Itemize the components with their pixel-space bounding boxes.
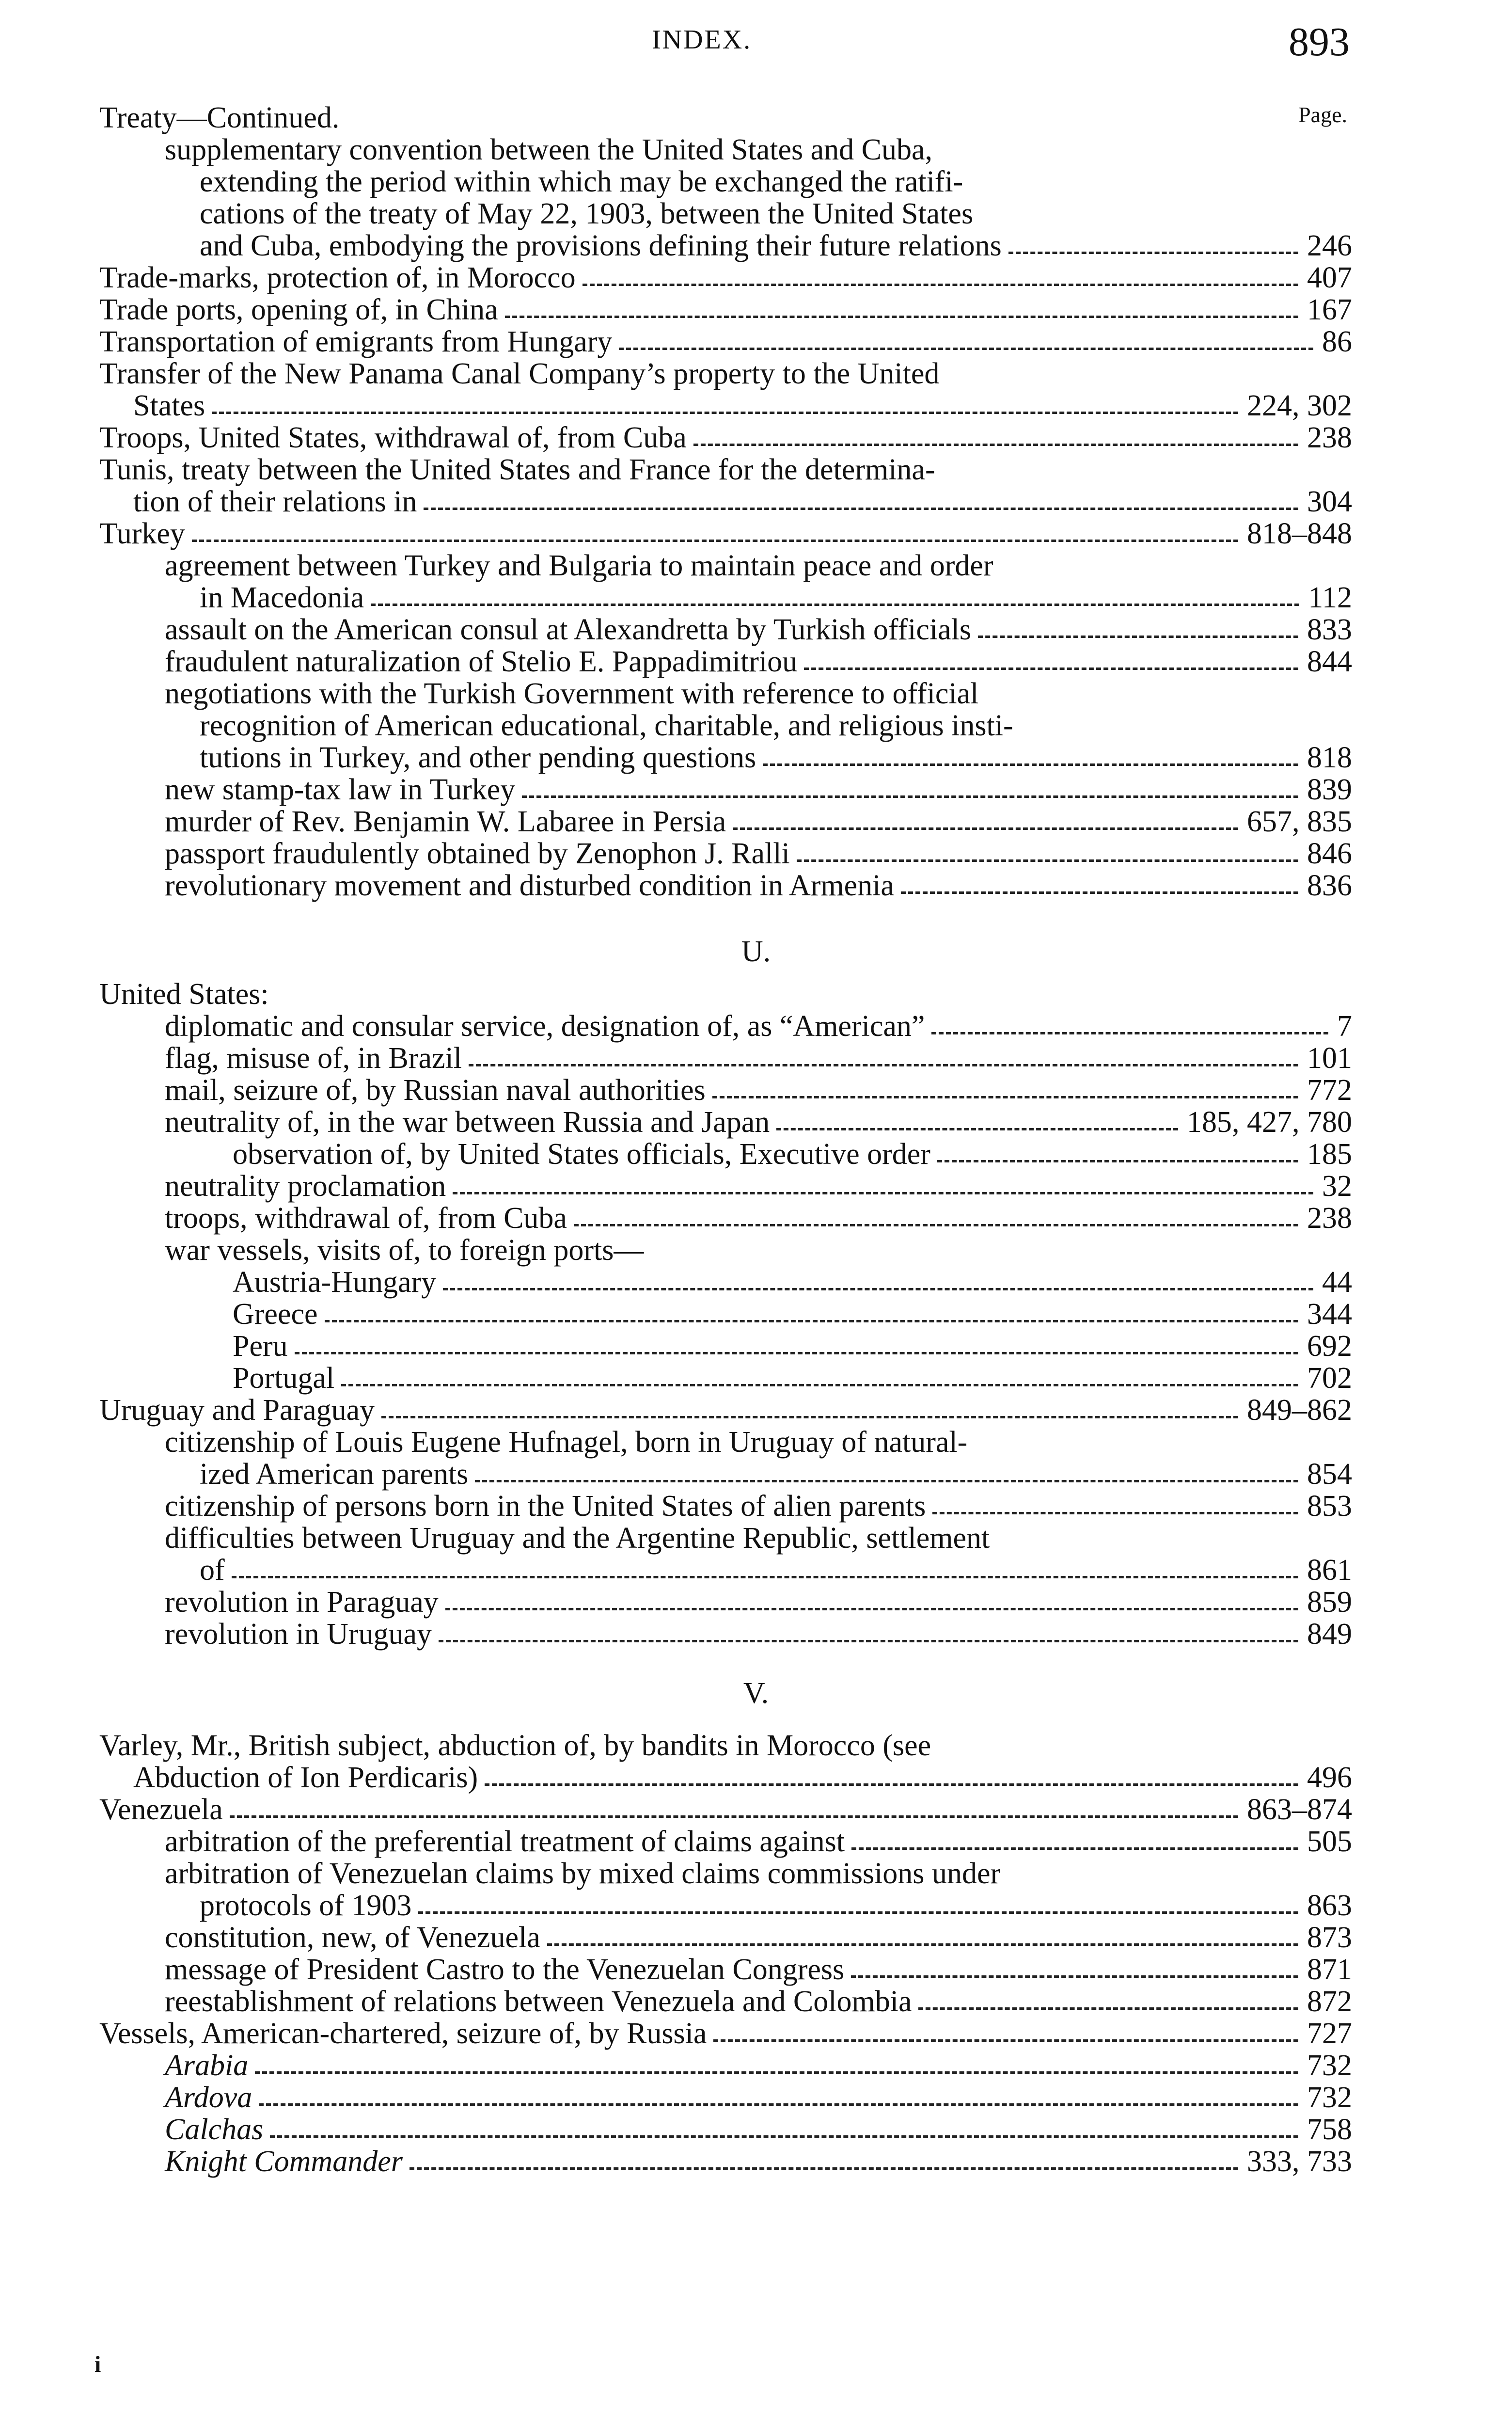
dot-leader <box>932 1512 1298 1514</box>
dot-leader <box>804 668 1298 670</box>
page-ref: 818–848 <box>1247 517 1352 550</box>
page-ref: 818 <box>1307 741 1352 774</box>
page-ref: 732 <box>1307 2049 1352 2082</box>
dot-leader <box>901 891 1298 894</box>
page-ref: 304 <box>1307 485 1352 518</box>
dot-leader <box>978 636 1298 638</box>
dot-leader <box>733 827 1238 830</box>
dot-leader <box>937 1160 1298 1162</box>
page-ref: 112 <box>1308 581 1352 614</box>
page-ref: 871 <box>1307 1953 1352 1986</box>
page-ref: 732 <box>1307 2081 1352 2114</box>
page-ref: 333, 733 <box>1247 2145 1352 2178</box>
page-ref: 873 <box>1307 1921 1352 1954</box>
dot-leader <box>693 444 1298 446</box>
dot-leader <box>325 1320 1298 1322</box>
page-ref: 101 <box>1307 1042 1352 1075</box>
dot-leader <box>485 1783 1298 1786</box>
dot-leader <box>418 1911 1298 1914</box>
page-ref: 496 <box>1307 1761 1352 1794</box>
dot-leader <box>192 540 1238 542</box>
page-ref: 853 <box>1307 1490 1352 1523</box>
page-ref: 844 <box>1307 645 1352 678</box>
page-ref: 224, 302 <box>1247 389 1352 422</box>
dot-leader <box>1008 252 1298 254</box>
page-ref: 727 <box>1307 2017 1352 2050</box>
page-ref: 7 <box>1337 1010 1352 1043</box>
entry-united-states: United States: diplomatic and consular service, designation of, as “American” 7 flag, misuse of, in Brazil 101 mail, seizure of, by Russian naval authorities 772 neutrality of, in the war between Russia and Japan 185, 427, 780 observation of, by United States officials, Executive order 185 neutrality proclamation 32 troops, withdrawal of, from Cuba 238 war vessels, visits of, to foreign ports— Austria-Hungary 44 Greece 344 Peru 692 Portugal 702 Uruguay and Paraguay 849–862 citizenship of Louis Eugene Hufnagel, born in Uruguay of natural- ized American parents 854 citizenship of persons born in the United States of alien parents 853 difficulties between Uruguay and the Argentine Republic, settlement of 861 revolution in Paraguay 859 revolution in Uruguay 849 <box>99 978 1352 1651</box>
dot-leader <box>255 2071 1298 2074</box>
entry-treaty-continued: Treaty—Continued. <box>99 101 340 134</box>
page-ref: 692 <box>1307 1330 1352 1363</box>
dot-leader <box>469 1064 1298 1066</box>
page-ref: 702 <box>1307 1362 1352 1395</box>
dot-leader <box>522 795 1298 798</box>
dot-leader <box>212 412 1238 414</box>
page-ref: 44 <box>1322 1266 1352 1299</box>
dot-leader <box>619 348 1313 350</box>
page-ref: 185 <box>1307 1138 1352 1171</box>
page-ref: 863 <box>1307 1889 1352 1922</box>
page-ref: 167 <box>1307 293 1352 326</box>
page-ref: 863–874 <box>1247 1793 1352 1826</box>
page-ref: 344 <box>1307 1298 1352 1331</box>
dot-leader <box>230 1815 1238 1818</box>
page-ref: 849 <box>1307 1618 1352 1651</box>
dot-leader <box>371 604 1299 606</box>
dot-leader <box>712 1096 1298 1098</box>
page-ref: 758 <box>1307 2113 1352 2146</box>
dot-leader <box>776 1128 1178 1130</box>
page-ref: 772 <box>1307 1074 1352 1107</box>
dot-leader <box>851 1975 1298 1978</box>
entry-trade-marks: Trade-marks, protection of, in Morocco 407 Trade ports, opening of, in China 167 Transportation of emigrants from Hungary 86 Transfer of the New Panama Canal Company’s property to the United States 224, 302 Troops, United States, withdrawal of, from Cuba 238 Tunis, treaty between the United States and France for the determina- tion of their relations in 304 Turkey 818–848 agreement between Turkey and Bulgaria to maintain peace and order in Macedonia 112 assault on the American consul at Alexandretta by Turkish officials 833 fraudulent naturalization of Stelio E. Pappadimitriou 844 negotiations with the Turkish Government with reference to official recognition of American educational, charitable, and religious insti- tutions in Turkey, and other pending questions 818 new stamp-tax law in Turkey 839 murder of Rev. Benjamin W. Labaree in Persia 657, 835 passport fraudulently obtained by Zenophon J. Ralli 846 revolutionary movement and disturbed condition in Armenia 836 <box>99 261 1352 902</box>
page-number: 893 <box>1289 19 1350 64</box>
page-ref: 839 <box>1307 773 1352 806</box>
dot-leader <box>453 1192 1313 1194</box>
page-ref: 833 <box>1307 613 1352 646</box>
section-letter-u: U. <box>741 935 771 968</box>
dot-leader <box>547 1943 1298 1946</box>
page-ref: 246 <box>1307 229 1352 262</box>
dot-leader <box>270 2135 1298 2138</box>
page-ref: 849–862 <box>1247 1394 1352 1427</box>
dot-leader <box>410 2167 1238 2170</box>
dot-leader <box>295 1352 1298 1354</box>
footer-mark: i <box>94 2352 101 2377</box>
dot-leader <box>574 1224 1298 1226</box>
page-column-label: Page. <box>1298 102 1347 127</box>
page-ref: 846 <box>1307 837 1352 870</box>
dot-leader <box>797 859 1298 862</box>
dot-leader <box>851 1847 1298 1850</box>
dot-leader <box>443 1288 1313 1290</box>
running-head-title: INDEX. <box>652 25 752 55</box>
page-ref: 407 <box>1307 261 1352 294</box>
dot-leader <box>505 316 1298 318</box>
page-ref: 238 <box>1307 1202 1352 1235</box>
entry-varley: Varley, Mr., British subject, abduction of, by bandits in Morocco (see Abduction of Ion Perdicaris) 496 Venezuela 863–874 arbitration of the preferential treatment of claims against 505 arbitration of Venezuelan claims by mixed claims commissions under protocols of 1903 863 constitution, new, of Venezuela 873 message of President Castro to the Venezuelan Congress 871 reestablishment of relations between Venezuela and Colombia 872 Vessels, American-chartered, seizure of, by Russia 727 Arabia 732 Ardova 732 Calchas 758 Knight Commander 333, 733 <box>99 1729 1352 2178</box>
page-ref: 859 <box>1307 1586 1352 1619</box>
page-ref: 185, 427, 780 <box>1187 1106 1352 1139</box>
page-ref: 836 <box>1307 869 1352 902</box>
dot-leader <box>763 763 1298 766</box>
page-ref: 86 <box>1322 325 1352 358</box>
dot-leader <box>918 2007 1298 2010</box>
page-ref: 872 <box>1307 1985 1352 2018</box>
dot-leader <box>931 1032 1328 1034</box>
page-ref: 657, 835 <box>1247 805 1352 838</box>
dot-leader <box>381 1416 1238 1418</box>
dot-leader <box>583 284 1298 286</box>
section-letter-v: V. <box>743 1677 769 1710</box>
page-ref: 238 <box>1307 421 1352 454</box>
page-ref: 861 <box>1307 1554 1352 1587</box>
dot-leader <box>232 1576 1298 1578</box>
dot-leader <box>341 1384 1298 1386</box>
entry-supplementary-convention: supplementary convention between the United States and Cuba, extending the period within which may be exchanged the ratifi- cations of the treaty of May 22, 1903, between the United States and Cuba, embodying the provisions defining their future relations 246 <box>165 133 1352 262</box>
page-ref: 505 <box>1307 1825 1352 1858</box>
dot-leader <box>475 1480 1298 1482</box>
page-ref: 32 <box>1322 1170 1352 1203</box>
dot-leader <box>424 508 1298 510</box>
dot-leader <box>259 2103 1298 2106</box>
page-ref: 854 <box>1307 1458 1352 1491</box>
dot-leader <box>713 2039 1298 2042</box>
dot-leader <box>439 1640 1298 1642</box>
dot-leader <box>445 1608 1298 1610</box>
